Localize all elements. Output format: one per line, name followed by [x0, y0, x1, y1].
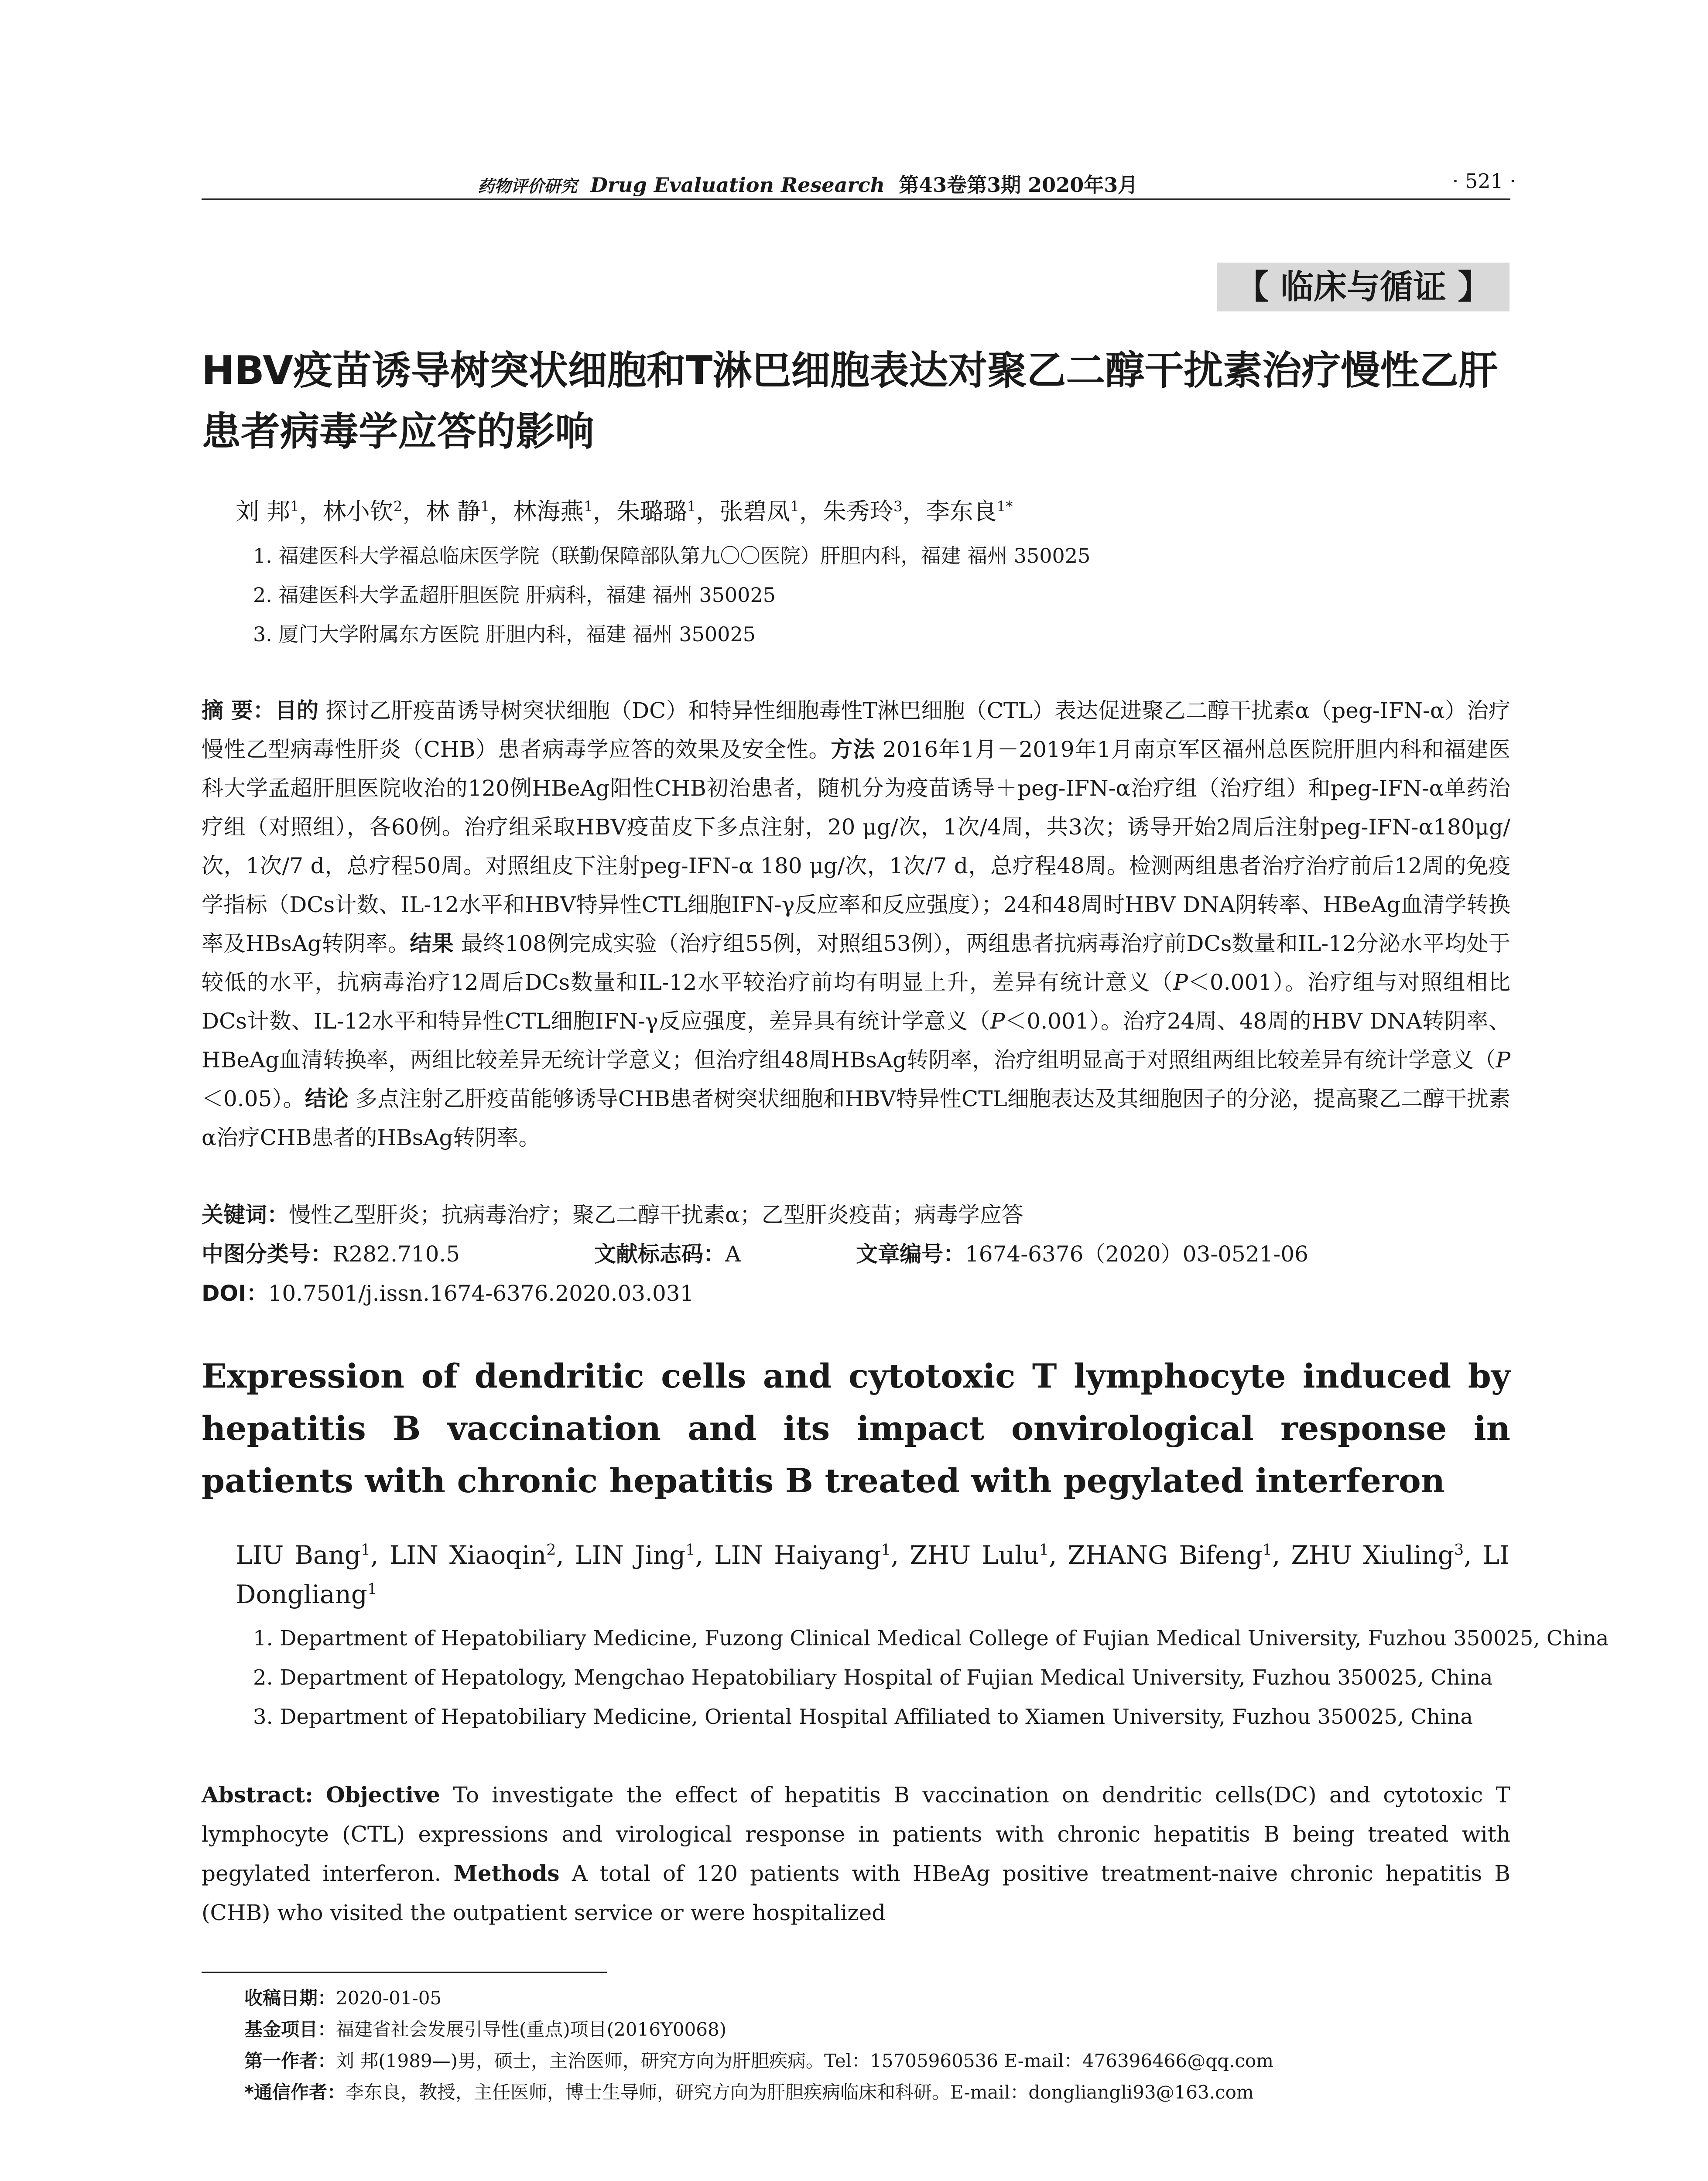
footnote-first-author [244, 2047, 1273, 2073]
en-author-separator: , [370, 1540, 390, 1570]
first-author-text: 刘 邦(1989—)男，硕士，主治医师，研究方向为肝胆疾病。Tel：15705960536 E-mail：476396466@qq.com [336, 2050, 1273, 2072]
cn-authors [236, 493, 1013, 526]
en-author-name: ZHU Lulu [910, 1540, 1039, 1570]
cn-methods-label: 方法 [831, 737, 876, 762]
en-author-separator: , [695, 1540, 714, 1570]
footnote-fund [244, 2015, 726, 2041]
en-author-name: LIU Bang [236, 1540, 361, 1570]
cn-results-3: ＜0.001）。治疗24周、48周的HBV DNA转阴率、HBeAg血清转换率，两组比较差异无统计学意义；但治疗组48周HBsAg转阴率，治疗组明显高于对照组两组比较差异有统计学意义（ [202, 1008, 1510, 1073]
p-symbol: P [1496, 1047, 1510, 1073]
cn-abstract-label: 摘 要： [202, 698, 275, 723]
doi-label: DOI： [202, 1281, 268, 1306]
en-author-name: LI Dongliang [236, 1540, 1510, 1609]
en-author-name: LIN Jing [575, 1540, 686, 1570]
cn-affiliation-3: 3. 厦门大学附属东方医院 肝胆内科，福建 福州 350025 [253, 622, 756, 646]
en-author-affiliation-mark: 3 [1454, 1541, 1464, 1559]
en-author-separator: , [890, 1540, 910, 1570]
en-title: Expression of dendritic cells and cytotoxic T lymphocyte induced by hepatitis B vaccination and its impact onvirological response in patients with chronic hepatitis B treated with pegylated interferon [202, 1357, 1510, 1500]
en-author-affiliation-mark: 1 [361, 1541, 371, 1559]
en-author-separator: , [1049, 1540, 1068, 1570]
cn-author-name: 朱秀玲 [823, 498, 893, 525]
cn-author-affiliation-mark: 1 [290, 498, 299, 515]
p-symbol: P [990, 1008, 1005, 1034]
cn-author-affiliation-mark: 1 [584, 498, 593, 515]
keywords-text: 慢性乙型肝炎；抗病毒治疗；聚乙二醇干扰素α；乙型肝炎疫苗；病毒学应答 [289, 1202, 1023, 1227]
doi-value[interactable]: 10.7501/j.issn.1674-6376.2020.03.031 [268, 1281, 694, 1306]
en-author-name: LIN Xiaoqin [389, 1540, 547, 1570]
cn-affiliation-2: 2. 福建医科大学孟超肝胆医院 肝病科，福建 福州 350025 [253, 583, 776, 607]
clc-label: 中图分类号： [202, 1241, 332, 1267]
cn-author-name: 林 静 [426, 498, 481, 525]
cn-author-separator: ， [592, 498, 616, 525]
en-author-separator: , [556, 1540, 575, 1570]
cn-author-name: 刘 邦 [236, 498, 291, 525]
header-rule [202, 198, 1510, 200]
cn-author-separator: ， [902, 498, 926, 525]
fund-label: 基金项目： [244, 2019, 336, 2040]
article-number-value: 1674-6376（2020）03-0521-06 [965, 1241, 1308, 1267]
en-author-name: ZHANG Bifeng [1068, 1540, 1263, 1570]
en-authors [236, 1535, 1509, 1614]
en-author-affiliation-mark: 1 [1262, 1541, 1272, 1559]
p-symbol: P [1173, 970, 1188, 995]
section-tag: 【 临床与循证 】 [1217, 263, 1509, 311]
cn-methods: 2016年1月－2019年1月南京军区福州总医院肝胆内科和福建医科大学孟超肝胆医院收治的120例HBeAg阳性CHB初治患者，随机分为疫苗诱导＋peg-IFN-α治疗组（治疗组）和peg-IFN-α单药治疗组（对照组），各60例。治疗组采取HBV疫苗皮下多点注射，20 μg/次，1次/4周，共3次；诱导开始2周后注射peg-IFN-α180μg/次，1次/7 d，总疗程50周。对照组皮下注射peg-IFN-α 180 μg/次，1次/7 d，总疗程48周。检测两组患者治疗治疗前后12周的免疫学指标（DCs计数、IL-12水平和HBV特异性CTL细胞IFN-γ反应率和反应强度）；24和48周时HBV DNA阴转率、HBeAg血清学转换率及HBsAg转阴率。 [202, 737, 1511, 956]
en-affiliation-1: 1. Department of Hepatobiliary Medicine, Fuzong Clinical Medical College of Fujian Medical University, Fuzhou 350025, China [253, 1626, 1609, 1651]
journal-cn-logo: 药物评价研究 [478, 176, 578, 196]
cn-objective-label: 目的 [274, 698, 319, 723]
keywords-label: 关键词： [202, 1202, 289, 1227]
en-abstract-label: Abstract: [202, 1782, 313, 1808]
cn-author-separator: ， [696, 498, 720, 525]
footnote-rule [202, 1972, 607, 1973]
en-author-affiliation-mark: 1 [367, 1580, 377, 1598]
cn-objective: 探讨乙肝疫苗诱导树突状细胞（DC）和特异性细胞毒性T淋巴细胞（CTL）表达促进聚乙二醇干扰素α（peg-IFN-α）治疗慢性乙型病毒性肝炎（CHB）患者病毒学应答的效果及安全性。 [202, 698, 1510, 762]
received-date: 2020-01-05 [336, 1987, 442, 2009]
en-author-affiliation-mark: 1 [1039, 1541, 1049, 1559]
cn-author-separator: ， [799, 498, 823, 525]
corresponding-author-text: 李东良，教授，主任医师，博士生导师，研究方向为肝胆疾病临床和科研。E-mail：dongliangli93@163.com [345, 2082, 1254, 2103]
cn-author-separator: ， [489, 498, 513, 525]
cn-author-separator: ， [299, 498, 323, 525]
en-affiliation-2: 2. Department of Hepatology, Mengchao Hepatobiliary Hospital of Fujian Medical University, Fuzhou 350025, China [253, 1665, 1493, 1690]
doc-code-value: A [725, 1241, 741, 1267]
en-objective: To investigate the effect of hepatitis B vaccination on dendritic cells(DC) and cytotoxic T lymphocyte (CTL) expressions and virological response in patients with chronic hepatitis B being treated with pegylated interferon. [202, 1782, 1510, 1886]
corresponding-author-label: *通信作者： [244, 2082, 346, 2103]
cn-conclusion: 多点注射乙肝疫苗能够诱导CHB患者树突状细胞和HBV特异性CTL细胞表达及其细胞因子的分泌，提高聚乙二醇干扰素α治疗CHB患者的HBsAg转阴率。 [202, 1086, 1511, 1150]
en-affiliation-3: 3. Department of Hepatobiliary Medicine, Oriental Hospital Affiliated to Xiamen University, Fuzhou 350025, China [253, 1705, 1473, 1729]
doc-code-label: 文献标志码： [594, 1241, 725, 1267]
cn-affiliation-1: 1. 福建医科大学福总临床医学院（联勤保障部队第九〇〇医院）肝胆内科，福建 福州 350025 [253, 544, 1091, 567]
cn-author-affiliation-mark: 1 [480, 498, 490, 515]
cn-abstract [202, 691, 1510, 1157]
cn-author-affiliation-mark: 1* [996, 498, 1013, 515]
cn-author-name: 朱璐璐 [616, 498, 687, 525]
cn-conclusion-label: 结论 [305, 1086, 349, 1111]
cn-author-name: 张碧凤 [719, 498, 791, 525]
classification-line [202, 1237, 1308, 1268]
cn-author-affiliation-mark: 1 [790, 498, 799, 515]
cn-author-name: 李东良 [926, 498, 997, 525]
cn-author-name: 林海燕 [513, 498, 584, 525]
en-methods: A total of 120 patients with HBeAg positive treatment-naive chronic hepatitis B (CHB) who visited the outpatient service or were hospitalized [202, 1861, 1510, 1925]
journal-issue: 第43卷第3期 2020年3月 [899, 173, 1138, 197]
cn-author-affiliation-mark: 3 [893, 498, 903, 515]
clc-value: R282.710.5 [332, 1241, 460, 1267]
en-methods-label: Methods [453, 1860, 560, 1886]
footnote-corresponding-author [244, 2078, 1254, 2104]
cn-results-1: 最终108例完成实验（治疗组55例，对照组53例），两组患者抗病毒治疗前DCs数量和IL-12分泌水平均处于较低的水平，抗病毒治疗12周后DCs数量和IL-12水平较治疗前均有明显上升，差异有统计意义（ [202, 931, 1511, 995]
cn-author-separator: ， [402, 498, 426, 525]
en-author-separator: , [1272, 1540, 1291, 1570]
footnote-received [244, 1984, 442, 2010]
cn-author-name: 林小钦 [322, 498, 394, 525]
cn-author-affiliation-mark: 1 [687, 498, 696, 515]
en-author-affiliation-mark: 2 [546, 1541, 556, 1559]
first-author-label: 第一作者： [244, 2050, 336, 2072]
journal-en-name: Drug Evaluation Research [590, 173, 885, 197]
en-author-affiliation-mark: 1 [881, 1541, 891, 1559]
cn-title: HBV疫苗诱导树突状细胞和T淋巴细胞表达对聚乙二醇干扰素治疗慢性乙肝患者病毒学应答的影响 [202, 348, 1498, 455]
fund-text: 福建省社会发展引导性(重点)项目(2016Y0068) [336, 2019, 727, 2040]
received-label: 收稿日期： [244, 1987, 336, 2009]
article-number-label: 文章编号： [856, 1241, 965, 1267]
en-objective-label: Objective [326, 1782, 440, 1808]
cn-author-affiliation-mark: 2 [393, 498, 403, 515]
en-author-separator: , [1464, 1540, 1483, 1570]
en-author-name: LIN Haiyang [714, 1540, 881, 1570]
en-author-name: ZHU Xiuling [1291, 1540, 1454, 1570]
en-abstract [202, 1775, 1510, 1932]
cn-results-2: ＜0.001）。治疗组与对照组相比DCs计数、IL-12水平和特异性CTL细胞IFN-γ反应强度，差异具有统计学意义（ [202, 970, 1510, 1034]
page-number: · 521 · [1452, 169, 1516, 193]
en-author-affiliation-mark: 1 [685, 1541, 695, 1559]
cn-results-label: 结果 [410, 931, 454, 956]
cn-results-4: ＜0.05）。 [202, 1086, 305, 1111]
journal-header [478, 169, 1138, 198]
doi-line [202, 1276, 694, 1307]
cn-keywords [202, 1197, 1023, 1229]
